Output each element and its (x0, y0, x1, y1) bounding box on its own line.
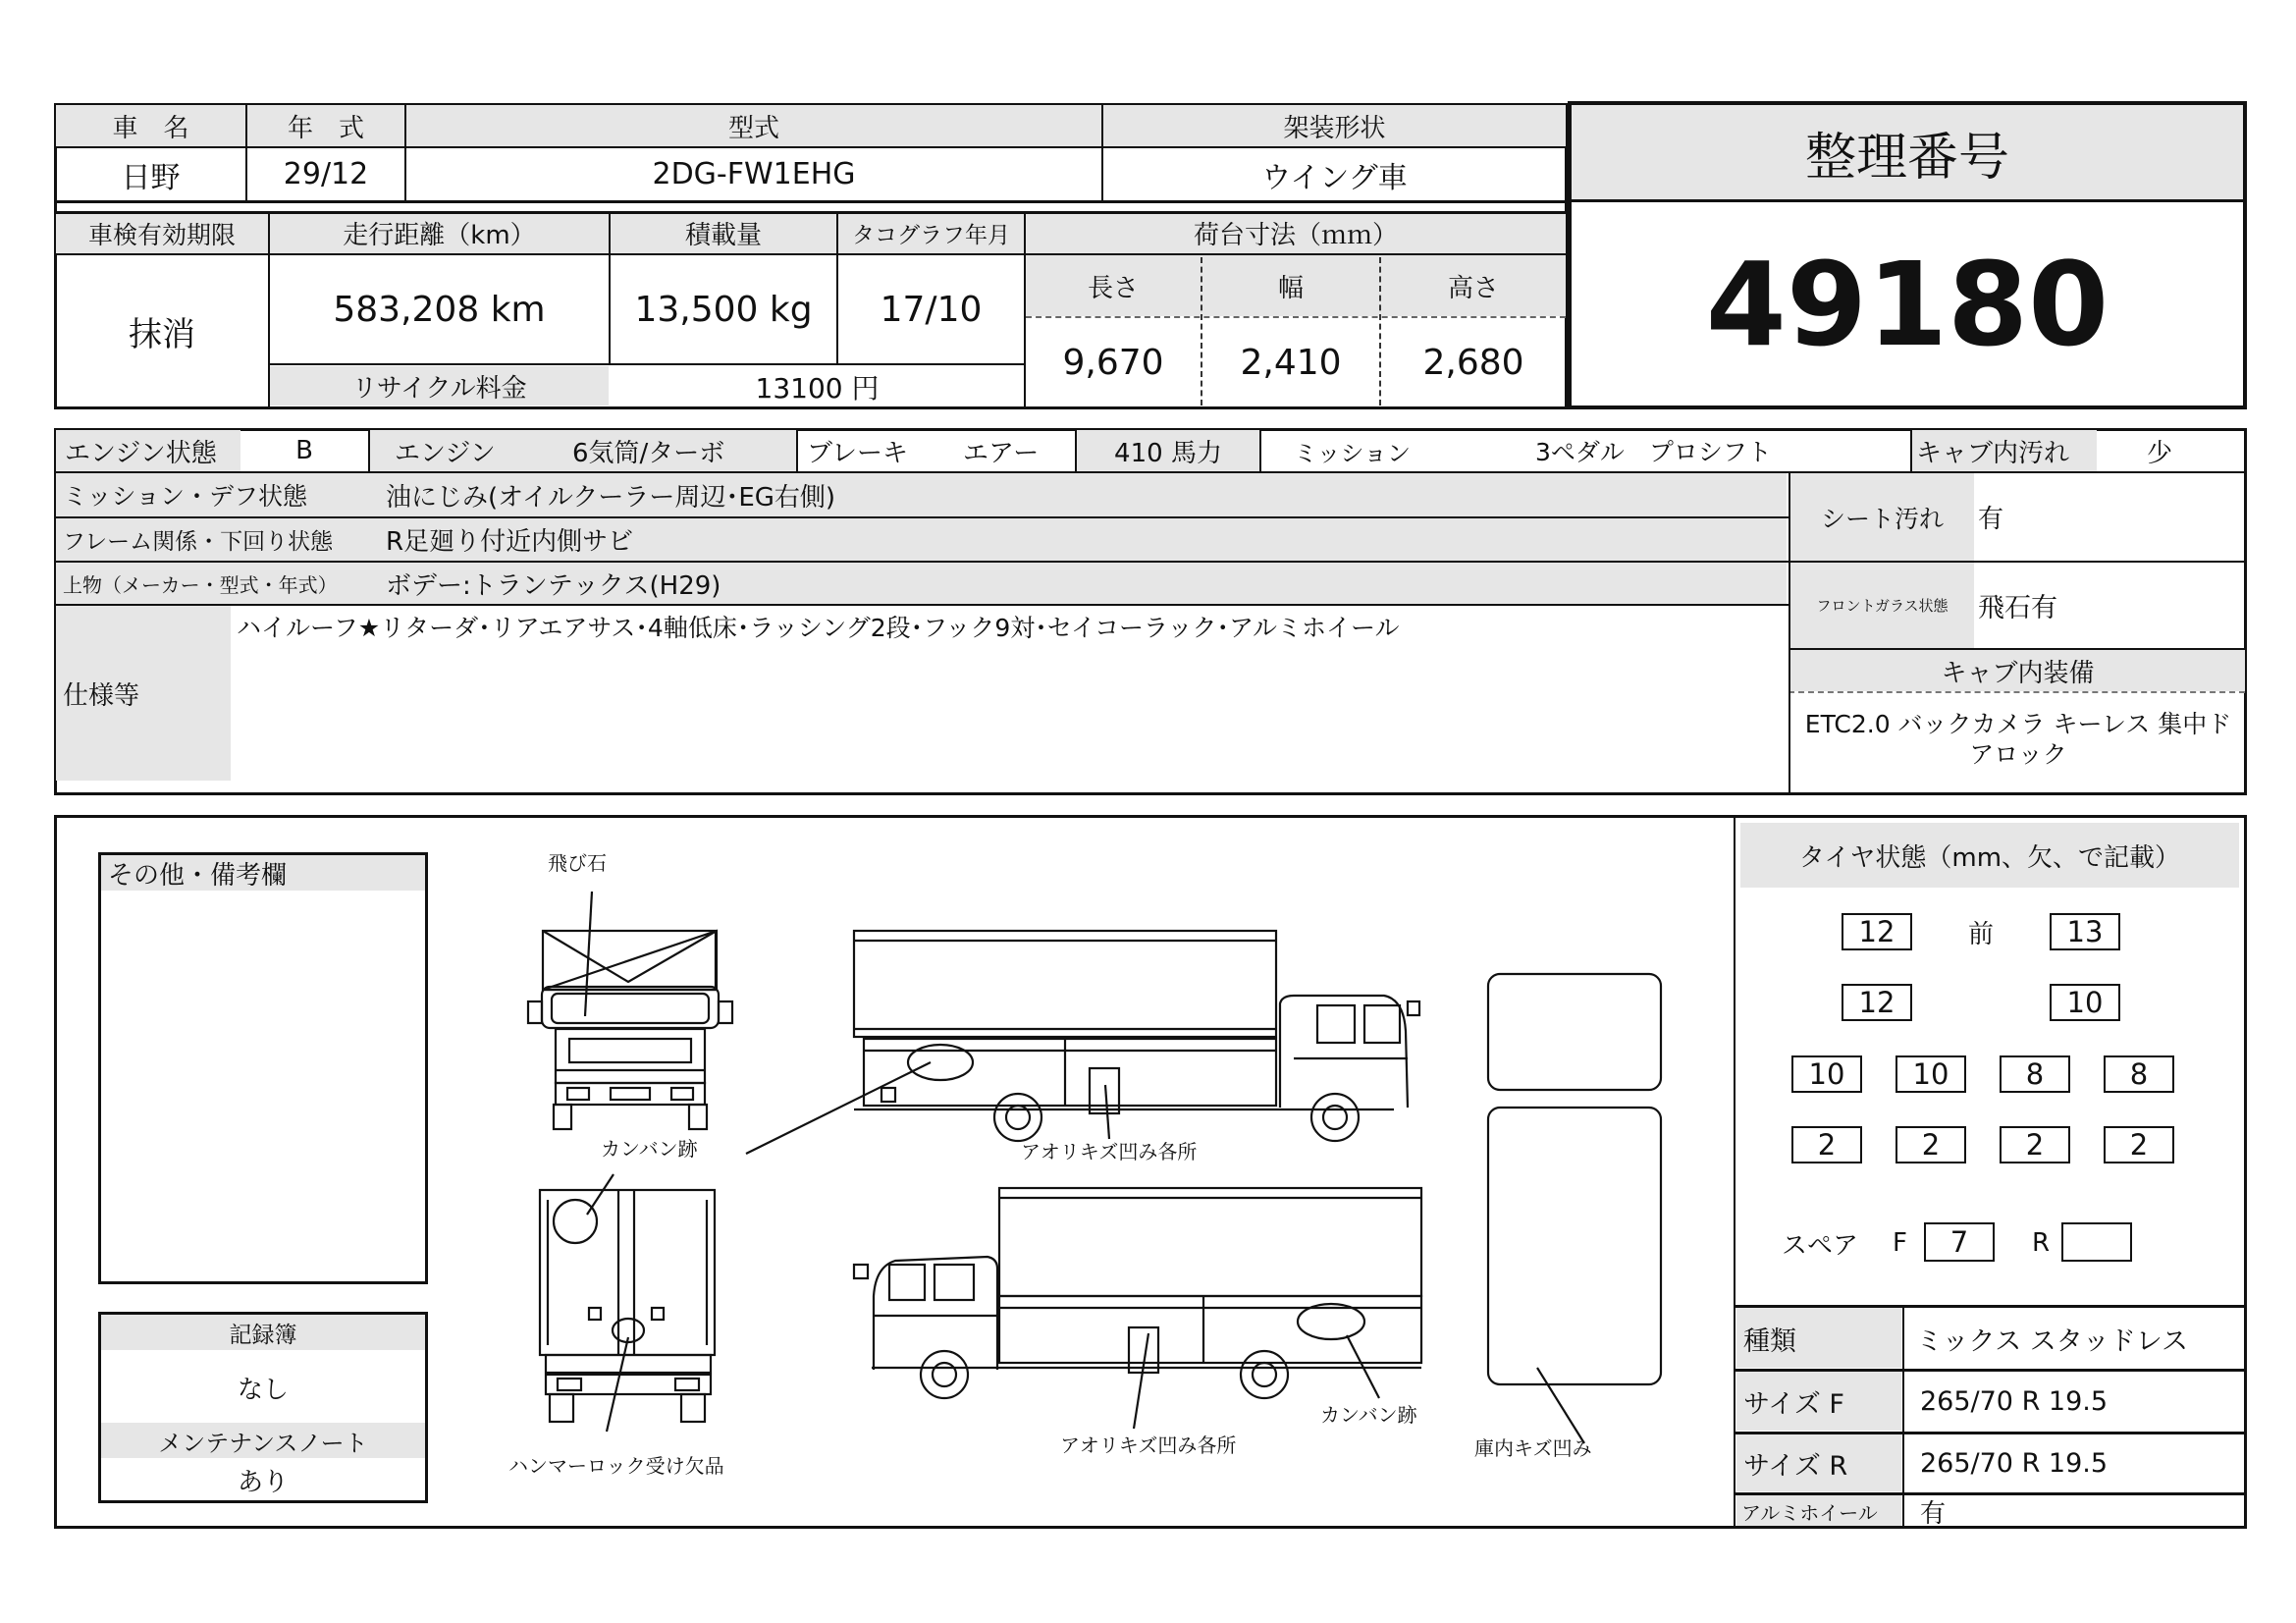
year-label: 年 式 (287, 113, 364, 143)
size-r-label: サイズ R (1743, 1451, 1848, 1482)
front-label: 前 (1967, 919, 1994, 949)
tire-rear1-right-inner: 8 (2000, 1055, 2070, 1093)
vehicle-year: 29/12 (283, 157, 369, 191)
tire-type-label: 種類 (1743, 1325, 1796, 1357)
other-notes-box (98, 852, 428, 1284)
size-r-value: 265/70 R 19.5 (1920, 1448, 2109, 1479)
cab-dirt-value: 少 (2146, 438, 2172, 468)
truck-left-side-view (854, 931, 1419, 1141)
height-value: 2,680 (1422, 342, 1524, 383)
frame-label: フレーム関係・下回り状態 (63, 529, 334, 555)
tire-front-left: 12 (1842, 913, 1912, 950)
tire-front-right: 13 (2050, 913, 2120, 950)
inspection-label: 車検有効期限 (87, 220, 236, 249)
frame-value: R足廻り付近内側サビ (386, 527, 634, 557)
tire-label: タイヤ状態（mm、欠、で記載） (1798, 842, 2181, 873)
tire-rear1-left-outer: 10 (1791, 1055, 1862, 1093)
dent-note-1: アオリキズ凹み各所 (1021, 1140, 1198, 1163)
cargo-label: 荷台寸法（ｍｍ） (1193, 221, 1398, 250)
tire-rear2-left-outer: 2 (1791, 1126, 1862, 1163)
alu-wheel-value: 有 (1920, 1498, 1947, 1529)
stone-note: 飛び石 (548, 851, 607, 875)
vehicle-model: 2DG-FW1EHG (652, 157, 856, 191)
model-label: 型式 (727, 113, 779, 143)
upper-value: ボデー:トランテックス(H29) (386, 570, 721, 601)
tire-second-right: 10 (2050, 984, 2120, 1021)
truck-rear-view (540, 1190, 715, 1422)
dent-note-2: アオリキズ凹み各所 (1060, 1434, 1237, 1457)
tire-rear2-right-outer: 2 (2104, 1126, 2174, 1163)
truck-front-view (528, 931, 732, 1129)
seat-label: シート汚れ (1820, 504, 1944, 533)
record-label: 記録簿 (229, 1322, 297, 1348)
tacho-value: 17/10 (880, 289, 983, 330)
tacho-label: タコグラフ年月 (852, 223, 1010, 248)
length-label: 長さ (1087, 273, 1139, 303)
ref-label: 整理番号 (1804, 128, 2009, 188)
brake-value: エアー (963, 438, 1040, 468)
truck-right-side-view (854, 1188, 1421, 1398)
truck-diagram (452, 835, 1728, 1512)
tire-second-left: 12 (1842, 984, 1912, 1021)
mission-label: ミッション (1294, 439, 1412, 467)
cab-equip-label: キャブ内装備 (1941, 658, 2095, 688)
engine-state-value: B (295, 436, 313, 465)
tire-rear1-right-outer: 8 (2104, 1055, 2174, 1093)
tire-rear1-left-inner: 10 (1896, 1055, 1966, 1093)
width-value: 2,410 (1240, 342, 1342, 383)
inspection-value: 抹消 (129, 315, 195, 354)
vehicle-name: 日野 (121, 160, 181, 195)
spare-f-label: F (1893, 1228, 1907, 1258)
cargo-top-view (1488, 1108, 1661, 1384)
alu-wheel-label: アルミホイール (1741, 1500, 1878, 1525)
record-value: なし (237, 1375, 289, 1405)
size-f-value: 265/70 R 19.5 (1920, 1386, 2109, 1417)
mission-def-value: 油にじみ(オイルクーラー周辺･EG右側) (386, 482, 836, 513)
tire-rear2-right-inner: 2 (2000, 1126, 2070, 1163)
size-f-label: サイズ F (1743, 1389, 1844, 1420)
tire-rear2-left-inner: 2 (1896, 1126, 1966, 1163)
height-label: 高さ (1447, 273, 1499, 303)
mileage-value: 583,208 km (333, 289, 546, 330)
length-value: 9,670 (1062, 342, 1164, 383)
cab-top-view (1488, 974, 1661, 1090)
seat-value: 有 (1978, 505, 2004, 534)
recycle-value: 13100 円 (755, 371, 880, 405)
tire-type-value: ミックス スタッドレス (1916, 1325, 2188, 1357)
engine-value: 6気筒/ターボ (572, 438, 725, 468)
sign-note-1: カンバン跡 (601, 1137, 698, 1161)
glass-value: 飛石有 (1978, 593, 2057, 623)
spec-value: ハイルーフ★リターダ･リアエアサス･4軸低床･ラッシング2段･フック9対･セイコーラック･アルミホイール (237, 614, 1400, 642)
cab-dirt-label: キャブ内汚れ (1916, 438, 2070, 468)
inner-note: 庫内キズ凹み (1474, 1436, 1592, 1460)
ref-number: 49180 (1705, 237, 2109, 372)
spare-f-value: 7 (1924, 1222, 1995, 1262)
capacity-label: 積載量 (684, 221, 762, 250)
sign-note-2: カンバン跡 (1320, 1403, 1417, 1427)
recycle-label: リサイクル料金 (351, 374, 527, 404)
mileage-label: 走行距離（km） (343, 221, 536, 250)
name-label: 車 名 (112, 113, 189, 143)
spare-r-value (2061, 1222, 2132, 1262)
spare-r-label: R (2032, 1228, 2051, 1258)
spare-label: スペア (1782, 1230, 1859, 1261)
cab-equip-value: ETC2.0 バックカメラ キーレス 集中ドアロック (1804, 710, 2232, 769)
capacity-value: 13,500 kg (634, 289, 813, 330)
other-notes-label: その他・備考欄 (108, 860, 288, 891)
body-label: 架装形状 (1283, 113, 1386, 143)
engine-label: エンジン (395, 438, 496, 468)
maintenance-label: メンテナンスノート (158, 1429, 368, 1457)
brake-label: ブレーキ (807, 438, 908, 468)
hammer-note: ハンマーロック受け欠品 (508, 1454, 724, 1478)
width-label: 幅 (1277, 273, 1304, 303)
upper-label: 上物（メーカー・型式・年式） (63, 572, 338, 597)
horsepower-value: 410 馬力 (1114, 438, 1222, 468)
mission-value: 3ペダル プロシフト (1535, 438, 1772, 466)
mission-def-label: ミッション・デフ状態 (63, 482, 308, 511)
maintenance-value: あり (237, 1467, 289, 1497)
vehicle-body: ウイング車 (1261, 160, 1408, 195)
engine-state-label: エンジン状態 (65, 438, 217, 468)
glass-label: フロントガラス状態 (1816, 597, 1949, 615)
spec-label: 仕様等 (63, 680, 140, 711)
